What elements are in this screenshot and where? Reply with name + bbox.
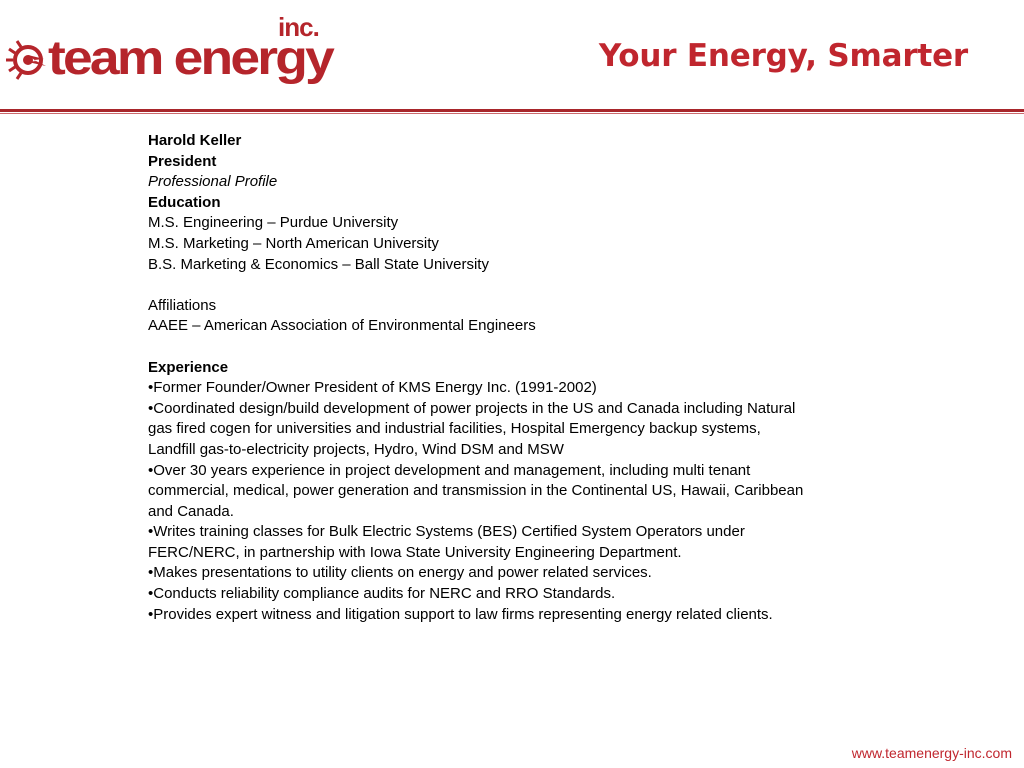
footer-url[interactable]: www.teamenergy-inc.com: [851, 745, 1012, 761]
spacer: [148, 337, 808, 358]
experience-item: •Writes training classes for Bulk Electric Systems (BES) Certified System Operators under FERC/NERC, in partnership with Iowa State University Engineering Department.: [148, 523, 745, 561]
team-energy-logo: [4, 12, 344, 98]
experience-heading: Experience: [148, 358, 229, 376]
company-logo: [4, 12, 344, 98]
header-divider-thin: [0, 113, 1024, 114]
experience-item: •Coordinated design/build development of power projects in the US and Canada including Natural gas fired cogen for universities and industrial facilities, Hospital Emergency backup systems, Landfill gas-to-electricity projects, Hydro, Wind DSM and MSW: [148, 399, 796, 458]
experience-item: •Conducts reliability compliance audits for NERC and RRO Standards.: [148, 585, 616, 603]
experience-item: •Makes presentations to utility clients on energy and power related services.: [148, 564, 652, 582]
profile-title: President: [148, 152, 217, 170]
education-item: B.S. Marketing & Economics – Ball State University: [148, 255, 489, 273]
spacer: [148, 275, 808, 296]
experience-item: •Former Founder/Owner President of KMS Energy Inc. (1991-2002): [148, 379, 597, 397]
tagline: Your Energy, Smarter: [598, 38, 968, 74]
header-divider: [0, 109, 1024, 112]
sun-bolt-icon: [6, 41, 46, 79]
experience-item: •Over 30 years experience in project development and management, including multi tenant commercial, medical, power generation and transmission in the Continental US, Hawaii, Caribbean and Canada.: [148, 461, 804, 520]
profile-content: [148, 131, 808, 625]
profile-name: Harold Keller: [148, 132, 242, 149]
affiliations-heading: Affiliations: [148, 296, 217, 314]
experience-item: •Provides expert witness and litigation support to law firms representing energy related clients.: [148, 605, 773, 623]
education-item: M.S. Engineering – Purdue University: [148, 214, 399, 232]
profile-subtitle: Professional Profile: [148, 173, 278, 191]
affiliation-item: AAEE – American Association of Environmental Engineers: [148, 317, 536, 335]
education-heading: Education: [148, 193, 221, 211]
logo-suffix-text: inc.: [278, 12, 319, 42]
logo-brand-text: team energy: [48, 32, 336, 85]
education-item: M.S. Marketing – North American University: [148, 234, 439, 252]
